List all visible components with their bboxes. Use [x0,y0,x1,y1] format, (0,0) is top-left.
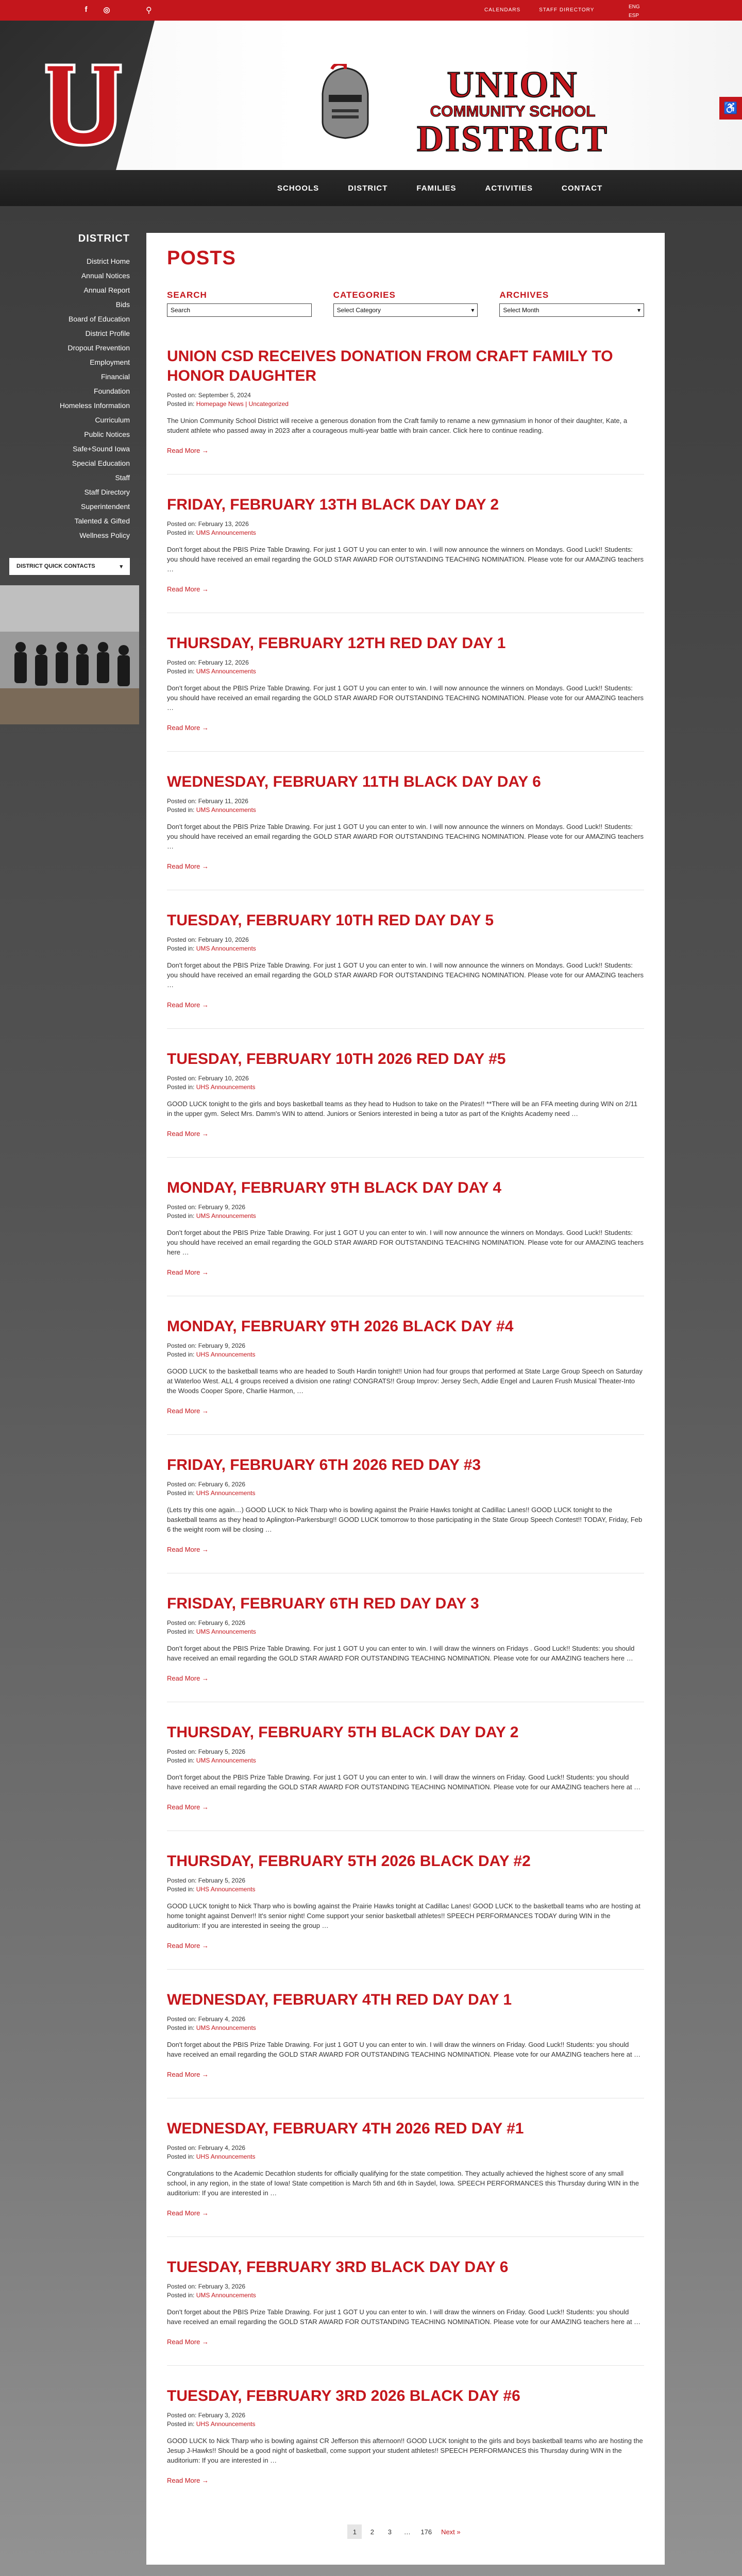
posted-on-label: Posted on: [167,1619,197,1626]
post-item [167,1178,644,1296]
post-category-line [167,667,644,676]
post-category-line [167,2420,644,2429]
language-switcher [629,4,640,19]
post-excerpt: Don't forget about the PBIS Prize Table Drawing. For just 1 GOT U you can enter to win. I will draw the winners on Friday. Good Luck!! Students: you should have received an email regarding the GOLD STAR AWARD FOR OUTSTANDING TEACHING NOMINATION. Please vote for our AMAZING teachers here at … [167,2308,641,2326]
post-list [167,347,644,2504]
categories-select[interactable] [333,303,478,317]
read-more-link[interactable]: Read More → [167,1268,209,1276]
post-category-line [167,529,644,537]
post-item [167,772,644,890]
pagination-page[interactable]: 1 [347,2524,362,2539]
post-date: February 13, 2026 [198,520,249,528]
sidebar-item[interactable]: Talented & Gifted [74,517,130,525]
search-filter [167,290,312,317]
posted-on-label: Posted on: [167,520,197,528]
posted-in-label: Posted in: [167,1351,195,1358]
posted-in-label: Posted in: [167,806,195,814]
nav-district[interactable]: DISTRICT [348,183,388,193]
posted-in-label: Posted in: [167,2420,195,2428]
post-item [167,911,644,1029]
post-date-line [167,2144,644,2153]
post-title[interactable]: TUESDAY, FEBRUARY 10TH RED DAY DAY 5 [167,912,494,929]
basketball-team-photo [0,585,139,724]
post-date-line [167,1876,644,1885]
post-item [167,1990,644,2098]
pagination [167,2524,644,2544]
post-category-link[interactable]: UMS Announcements [196,1757,256,1764]
post-category-line [167,1212,644,1221]
sidebar-item[interactable]: Public Notices [84,430,130,438]
post-excerpt: Don't forget about the PBIS Prize Table Drawing. For just 1 GOT U you can enter to win. I will now announce the winners on Mondays. Good Luck!! Students: you should have received an email regarding the GOLD STAR AWARD FOR OUTSTANDING TEACHING NOMINATION. Please vote for our AMAZING teachers … [167,546,644,573]
post-date: February 4, 2026 [198,2015,246,2023]
archives-filter [499,290,644,317]
post-category-link[interactable]: UMS Announcements [196,806,256,814]
archives-label: ARCHIVES [499,290,549,300]
post-title[interactable]: TUESDAY, FEBRUARY 3RD BLACK DAY DAY 6 [167,2259,509,2276]
sidebar-item[interactable]: Staff Directory [84,488,130,496]
main-nav [0,170,742,206]
post-excerpt: GOOD LUCK to Nick Tharp who is bowling against CR Jefferson this afternoon!! GOOD LUCK tonight to the girls and boys basketball teams who are hosting the Jesup J-Hawks!! Should be a good night of basketball, come support your student athletes!! SPEECH PERFORMANCES this Thursday during WIN in the auditorium: If you are interested in … [167,2437,643,2464]
post-category-link[interactable]: UMS Announcements [196,2292,256,2299]
post-category-link[interactable]: UMS Announcements [196,2024,256,2031]
post-category-line [167,1083,644,1092]
archives-select[interactable] [499,303,644,317]
sidebar-item[interactable]: Staff [115,473,130,482]
page-title: POSTS [167,247,236,269]
search-label: SEARCH [167,290,207,300]
read-more-link[interactable]: Read More → [167,1407,209,1415]
pagination-page[interactable]: 176 [420,2528,432,2536]
post-category-line [167,1628,644,1636]
posted-on-label: Posted on: [167,1748,197,1755]
post-date: February 6, 2026 [198,1481,246,1488]
posted-on-label: Posted on: [167,2412,197,2419]
post-date: February 10, 2026 [198,936,249,943]
nav-schools[interactable]: SCHOOLS [277,183,319,193]
post-item [167,1723,644,1831]
post-title[interactable]: THURSDAY, FEBRUARY 5TH 2026 BLACK DAY #2 [167,1853,531,1870]
posted-in-label: Posted in: [167,668,195,675]
sidebar-item[interactable]: Special Education [72,459,130,467]
search-placeholder: Search [171,307,191,314]
sidebar-item[interactable]: Safe+Sound Iowa [73,445,130,453]
post-title[interactable]: MONDAY, FEBRUARY 9TH BLACK DAY DAY 4 [167,1179,502,1196]
post-title[interactable]: UNION CSD RECEIVES DONATION FROM CRAFT FAMILY TO HONOR DAUGHTER [167,348,613,384]
post-date-line [167,2411,644,2420]
post-excerpt: Don't forget about the PBIS Prize Table Drawing. For just 1 GOT U you can enter to win. I will now announce the winners on Mondays. Good Luck!! Students: you should have received an email regarding the GOLD STAR AWARD FOR OUTSTANDING TEACHING NOMINATION. Please vote for our AMAZING teachers … [167,823,644,850]
post-item [167,634,644,752]
post-date: February 11, 2026 [198,798,248,805]
lang-spanish[interactable]: ESP [629,13,639,19]
read-more-link[interactable]: Read More → [167,2477,209,2484]
search-input[interactable] [167,303,312,317]
post-category-link[interactable]: UHS Announcements [196,1083,256,1091]
post-category-line [167,2291,644,2300]
post-title[interactable]: TUESDAY, FEBRUARY 10TH 2026 RED DAY #5 [167,1050,506,1067]
chevron-down-icon: ▾ [637,307,641,314]
post-category-line [167,1885,644,1894]
read-more-link[interactable]: Read More → [167,1001,209,1009]
post-excerpt: Don't forget about the PBIS Prize Table Drawing. For just 1 GOT U you can enter to win. I will draw the winners on Friday. Good Luck!! Students: you should have received an email regarding the GOLD STAR AWARD FOR OUTSTANDING TEACHING NOMINATION. Please vote for our AMAZING teachers here at … [167,2041,641,2058]
post-date-line [167,1203,644,1212]
union-u-logo[interactable] [42,61,125,148]
post-date-line [167,1074,644,1083]
read-more-link[interactable]: Read More → [167,585,209,593]
accessibility-icon: ♿ [723,101,738,114]
sidebar-item[interactable]: Financial [100,372,130,381]
nav-activities[interactable]: ACTIVITIES [485,183,533,193]
post-title[interactable]: WEDNESDAY, FEBRUARY 4TH RED DAY DAY 1 [167,1991,512,2008]
post-category-line [167,400,644,409]
post-item [167,1317,644,1435]
read-more-link[interactable]: Read More → [167,1674,209,1682]
read-more-link[interactable]: Read More → [167,2071,209,2078]
post-category-line [167,2153,644,2161]
posted-in-label: Posted in: [167,400,195,408]
post-item [167,1852,644,1970]
sidebar-item[interactable]: Board of Education [68,315,130,323]
chevron-down-icon: ▾ [120,564,123,570]
sidebar-item[interactable]: Annual Notices [81,272,130,280]
posted-on-label: Posted on: [167,1075,197,1082]
post-date: February 3, 2026 [198,2283,246,2290]
post-date-line [167,520,644,529]
read-more-link[interactable]: Read More → [167,862,209,870]
post-date-line [167,391,644,400]
post-title[interactable]: WEDNESDAY, FEBRUARY 4TH 2026 RED DAY #1 [167,2120,524,2137]
chevron-down-icon: ▾ [471,307,475,314]
post-item [167,2119,644,2237]
post-item [167,2258,644,2366]
posted-in-label: Posted in: [167,1212,195,1219]
post-category-line [167,1756,644,1765]
post-date: February 6, 2026 [198,1619,246,1626]
post-date-line [167,797,644,806]
wordmark-line1: UNION [447,64,579,105]
sidebar-item[interactable]: District Home [86,257,130,265]
post-category-link[interactable]: UHS Announcements [196,2153,256,2160]
post-category-link[interactable]: UMS Announcements [196,668,256,675]
post-date: September 5, 2024 [198,392,251,399]
read-more-link[interactable]: Read More → [167,447,209,454]
posted-on-label: Posted on: [167,659,197,666]
post-excerpt: GOOD LUCK tonight to Nick Tharp who is bowling against the Prairie Hawks tonight at Cadillac Lanes! GOOD LUCK to the basketball teams who are hosting at home tonight against Denver!! It's senior night! Come support your senior basketball athletes!! SPEECH PERFORMANCES TODAY during WIN in the auditorium: If you are interested in seeing the group … [167,1902,640,1929]
post-date: February 9, 2026 [198,1342,246,1349]
read-more-link[interactable]: Read More → [167,1803,209,1811]
post-excerpt: Don't forget about the PBIS Prize Table Drawing. For just 1 GOT U you can enter to win. I will now announce the winners on Mondays. Good Luck!! Students: you should have received an email regarding the GOLD STAR AWARD FOR OUTSTANDING TEACHING NOMINATION. Please vote for our AMAZING teachers here … [167,1229,644,1256]
post-category-link[interactable]: UMS Announcements [196,529,256,536]
pagination-page[interactable]: 3 [387,2528,392,2536]
post-category-link[interactable]: UHS Announcements [196,1886,256,1893]
posted-in-label: Posted in: [167,1757,195,1764]
read-more-link[interactable]: Read More → [167,1546,209,1553]
posted-in-label: Posted in: [167,2292,195,2299]
sidebar-item[interactable]: Foundation [93,387,130,395]
wordmark-line2: COMMUNITY SCHOOL [430,103,596,120]
quick-contacts-label: DISTRICT QUICK CONTACTS [16,563,95,569]
post-date-line [167,2015,644,2024]
posted-on-label: Posted on: [167,2015,197,2023]
top-social-links [81,5,111,14]
post-date-line [167,1619,644,1628]
post-date-line [167,1480,644,1489]
post-title[interactable]: THURSDAY, FEBRUARY 5TH BLACK DAY DAY 2 [167,1724,519,1741]
post-category-link[interactable]: UMS Announcements [196,1628,256,1635]
read-more-link[interactable]: Read More → [167,2338,209,2346]
page-body [0,206,742,2576]
posted-in-label: Posted in: [167,1083,195,1091]
posted-in-label: Posted in: [167,2153,195,2160]
sidebar-item[interactable]: Bids [115,300,130,309]
wordmark-line3: DISTRICT [416,118,609,159]
pagination-next[interactable]: Next » [441,2528,461,2536]
post-excerpt: The Union Community School District will receive a generous donation from the Craft family to rename a new gymnasium in honor of their daughter, Kate, a student athlete who passed away in 2023 after a courageous multi-year battle with brain cancer. Click here to continue reading. [167,417,628,434]
post-item [167,1594,644,1702]
archives-value: Select Month [503,307,539,314]
accessibility-button[interactable] [719,97,742,120]
posted-in-label: Posted in: [167,945,195,952]
posted-on-label: Posted on: [167,2144,197,2151]
posted-in-label: Posted in: [167,1628,195,1635]
read-more-link[interactable]: Read More → [167,724,209,732]
posted-on-label: Posted on: [167,1481,197,1488]
read-more-link[interactable]: Read More → [167,2209,209,2217]
posted-on-label: Posted on: [167,1204,197,1211]
lang-english[interactable]: ENG [629,4,640,10]
posted-on-label: Posted on: [167,798,197,805]
sidebar-item[interactable]: Superintendent [81,502,130,511]
categories-value: Select Category [336,307,381,314]
post-title[interactable]: FRIDAY, FEBRUARY 13TH BLACK DAY DAY 2 [167,496,499,513]
sidebar-item[interactable]: Employment [90,358,130,366]
post-title[interactable]: MONDAY, FEBRUARY 9TH 2026 BLACK DAY #4 [167,1318,514,1335]
sidebar-item[interactable]: Dropout Prevention [68,344,130,352]
post-date: February 3, 2026 [198,2412,246,2419]
instagram-icon[interactable]: ◎ [103,6,110,14]
post-category-line [167,2024,644,2032]
post-date-line [167,936,644,944]
pagination-ellipsis: … [403,2528,411,2536]
knight-mascot-icon [314,64,376,141]
sidebar-item[interactable]: District Profile [85,329,130,337]
post-date-line [167,2282,644,2291]
sidebar-item[interactable]: Wellness Policy [79,531,130,539]
post-item [167,1455,644,1573]
post-item [167,347,644,474]
sidebar-heading: DISTRICT [78,233,130,244]
post-category-line [167,1350,644,1359]
post-category-line [167,944,644,953]
post-date: February 10, 2026 [198,1075,249,1082]
district-wordmark[interactable] [374,66,652,157]
post-category-link[interactable]: UMS Announcements [196,1212,256,1219]
post-category-link[interactable]: UMS Announcements [196,945,256,952]
post-excerpt: Don't forget about the PBIS Prize Table Drawing. For just 1 GOT U you can enter to win. I will now announce the winners on Mondays. Good Luck!! Students: you should have received an email regarding the GOLD STAR AWARD FOR OUTSTANDING TEACHING NOMINATION. Please vote for our AMAZING teachers … [167,961,644,989]
post-item [167,495,644,613]
post-item [167,1049,644,1158]
post-category-link[interactable]: UHS Announcements [196,1351,256,1358]
staff-directory-link[interactable]: STAFF DIRECTORY [539,7,595,13]
post-excerpt: (Lets try this one again…) GOOD LUCK to Nick Tharp who is bowling against the Prairie Hawks tonight at Cadillac Lanes!! GOOD LUCK tonight to the basketball teams as they head to Aplington-Parkersburg!! GOOD LUCK tomorrow to those participating in the State Group Speech Contest!! TODAY, Friday, Feb 6 the weight room will be closing … [167,1506,643,1533]
post-date-line [167,1748,644,1756]
categories-label: CATEGORIES [333,290,396,300]
post-excerpt: GOOD LUCK tonight to the girls and boys basketball teams as they head to Hudson to take on the Pirates!! **There will be an FFA meeting during WIN on 2/11 in the upper gym. Select Mrs. Damm's WIN to attend. Juniors or Seniors interested in being a tutor as part of the Knights Academy need … [167,1100,638,1117]
post-title[interactable]: TUESDAY, FEBRUARY 3RD 2026 BLACK DAY #6 [167,2387,520,2404]
post-title[interactable]: FRISDAY, FEBRUARY 6TH RED DAY DAY 3 [167,1595,479,1612]
post-excerpt: Congratulations to the Academic Decathlon students for officially qualifying for the state competition. They actually achieved the highest score of any small school, in any region, in the state of Iowa! State competition is March 5th and 6th in Saydel, Iowa. SPEECH PERFORMANCES this Thursday during WIN in the auditorium: If you are interested in … [167,2170,639,2197]
posted-in-label: Posted in: [167,2024,195,2031]
pagination-page[interactable]: 2 [370,2528,374,2536]
posted-in-label: Posted in: [167,1489,195,1497]
post-date-line [167,1342,644,1350]
search-icon[interactable]: ⚲ [146,6,152,15]
post-category-link[interactable]: Homepage News | Uncategorized [196,400,289,408]
post-excerpt: Don't forget about the PBIS Prize Table Drawing. For just 1 GOT U you can enter to win. I will now announce the winners on Mondays. Good Luck!! Students: you should have received an email regarding the GOLD STAR AWARD FOR OUTSTANDING TEACHING NOMINATION. Please vote for our AMAZING teachers … [167,684,644,711]
sidebar-item[interactable]: Curriculum [95,416,130,424]
posted-in-label: Posted in: [167,529,195,536]
sidebar-menu [0,254,139,543]
top-bar [0,0,742,21]
posted-on-label: Posted on: [167,1877,197,1884]
calendars-link[interactable]: CALENDARS [484,7,521,13]
post-excerpt: Don't forget about the PBIS Prize Table Drawing. For just 1 GOT U you can enter to win. I will draw the winners on Friday. Good Luck!! Students: you should have received an email regarding the GOLD STAR AWARD FOR OUTSTANDING TEACHING NOMINATION. Please vote for our AMAZING teachers here at … [167,1773,641,1791]
posted-in-label: Posted in: [167,1886,195,1893]
sidebar [0,233,139,727]
posts-content [146,233,665,2565]
post-date: February 5, 2026 [198,1748,246,1755]
posted-on-label: Posted on: [167,1342,197,1349]
post-category-line [167,1489,644,1498]
post-excerpt: GOOD LUCK to the basketball teams who are headed to South Hardin tonight!! Union had four groups that performed at State Large Group Speech on Saturday at Waterloo West. ALL 4 groups received a division one rating! CONGRATS!! Group Improv: Jersey Sech, Addie Engel and Lauren Frush Musical Theater-Into the Woods Cooper Spore, Charlie Harmon, … [167,1367,643,1395]
post-date: February 9, 2026 [198,1204,246,1211]
post-title[interactable]: FRIDAY, FEBRUARY 6TH 2026 RED DAY #3 [167,1456,481,1473]
read-more-link[interactable]: Read More → [167,1942,209,1950]
post-category-line [167,806,644,815]
posted-on-label: Posted on: [167,2283,197,2290]
nav-families[interactable]: FAMILIES [416,183,457,193]
post-category-link[interactable]: UHS Announcements [196,1489,256,1497]
sidebar-item[interactable]: Annual Report [83,286,130,294]
posted-on-label: Posted on: [167,392,197,399]
post-date: February 4, 2026 [198,2144,246,2151]
post-excerpt: Don't forget about the PBIS Prize Table Drawing. For just 1 GOT U you can enter to win. I will draw the winners on Fridays . Good Luck!! Students: you should have received an email regarding the GOLD STAR AWARD FOR OUTSTANDING TEACHING NOMINATION. Please vote for our AMAZING teachers here … [167,1645,635,1662]
top-links [484,7,594,13]
post-title[interactable]: WEDNESDAY, FEBRUARY 11TH BLACK DAY DAY 6 [167,773,541,790]
district-quick-contacts-dropdown[interactable] [9,558,130,575]
post-title[interactable]: THURSDAY, FEBRUARY 12TH RED DAY DAY 1 [167,635,506,652]
categories-filter [333,290,478,317]
post-date: February 12, 2026 [198,659,249,666]
post-date: February 5, 2026 [198,1877,246,1884]
read-more-link[interactable]: Read More → [167,1130,209,1138]
post-filters [167,290,644,317]
facebook-icon[interactable]: f [85,5,88,14]
post-category-link[interactable]: UHS Announcements [196,2420,256,2428]
site-header [0,21,742,170]
post-date-line [167,658,644,667]
nav-contact[interactable]: CONTACT [562,183,603,193]
sidebar-item[interactable]: Homeless Information [59,401,130,410]
posted-on-label: Posted on: [167,936,197,943]
post-item [167,2386,644,2504]
